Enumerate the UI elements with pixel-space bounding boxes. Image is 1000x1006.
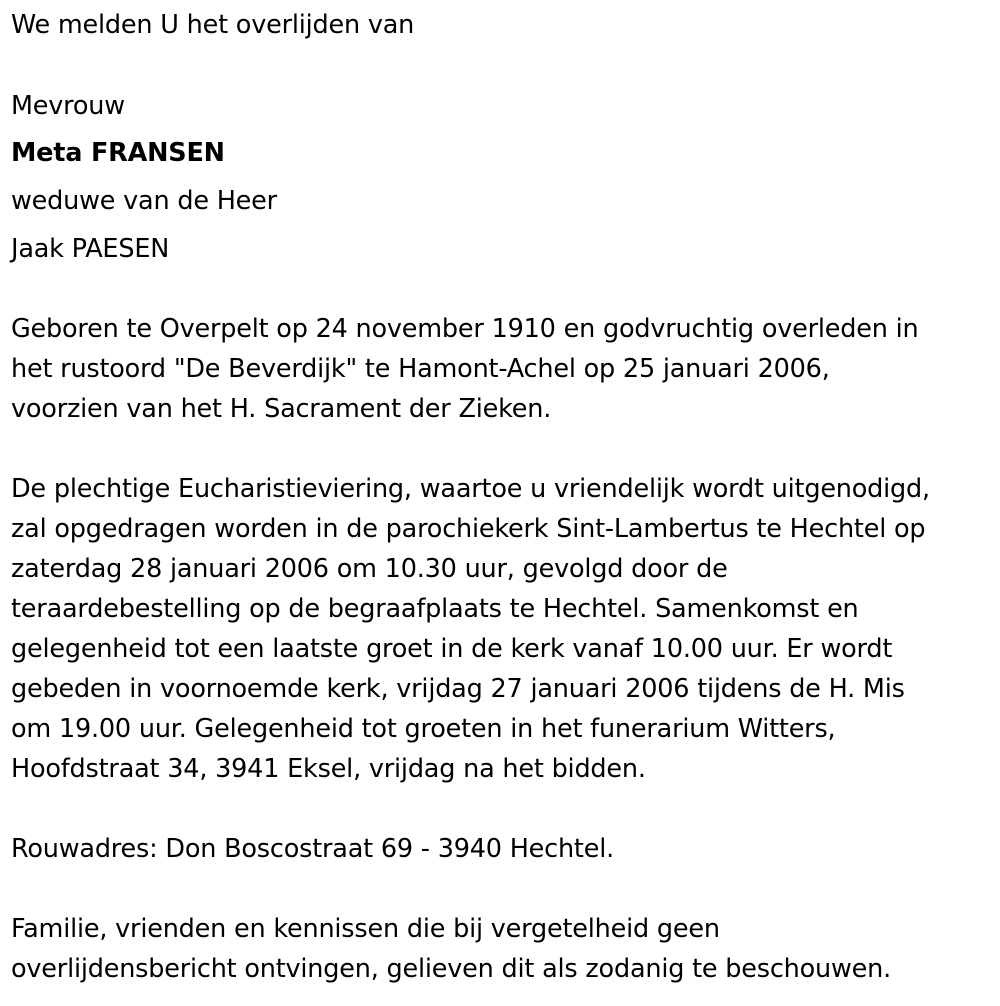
ceremony-line: gelegenheid tot een laatste groet in de kerk vanaf 10.00 uur. Er wordt <box>11 634 893 664</box>
deceased-name: Meta FRANSEN <box>11 138 225 168</box>
intro-text: We melden U het overlijden van <box>11 10 415 40</box>
ceremony-line: gebeden in voornoemde kerk, vrijdag 27 januari 2006 tijdens de H. Mis <box>11 674 905 704</box>
ceremony-line: om 19.00 uur. Gelegenheid tot groeten in het funerarium Witters, <box>11 714 836 744</box>
mourning-address: Rouwadres: Don Boscostraat 69 - 3940 Hechtel. <box>11 834 615 864</box>
closing-line: overlijdensbericht ontvingen, gelieven dit als zodanig te beschouwen. <box>11 954 892 984</box>
ceremony-line: zaterdag 28 januari 2006 om 10.30 uur, gevolgd door de <box>11 554 728 584</box>
ceremony-line: Hoofdstraat 34, 3941 Eksel, vrijdag na het bidden. <box>11 754 646 784</box>
ceremony-line: zal opgedragen worden in de parochiekerk Sint-Lambertus te Hechtel op <box>11 514 926 544</box>
ceremony-line: teraardebestelling op de begraafplaats te Hechtel. Samenkomst en <box>11 594 859 624</box>
closing-line: Familie, vrienden en kennissen die bij vergetelheid geen <box>11 914 720 944</box>
spouse-name: Jaak PAESEN <box>11 234 170 264</box>
widow-of-text: weduwe van de Heer <box>11 186 277 216</box>
birth-death-line: Geboren te Overpelt op 24 november 1910 en godvruchtig overleden in <box>11 314 919 344</box>
birth-death-line: voorzien van het H. Sacrament der Zieken. <box>11 394 552 424</box>
birth-death-line: het rustoord "De Beverdijk" te Hamont-Achel op 25 januari 2006, <box>11 354 830 384</box>
title-text: Mevrouw <box>11 91 125 121</box>
ceremony-line: De plechtige Eucharistieviering, waartoe u vriendelijk wordt uitgenodigd, <box>11 474 930 504</box>
